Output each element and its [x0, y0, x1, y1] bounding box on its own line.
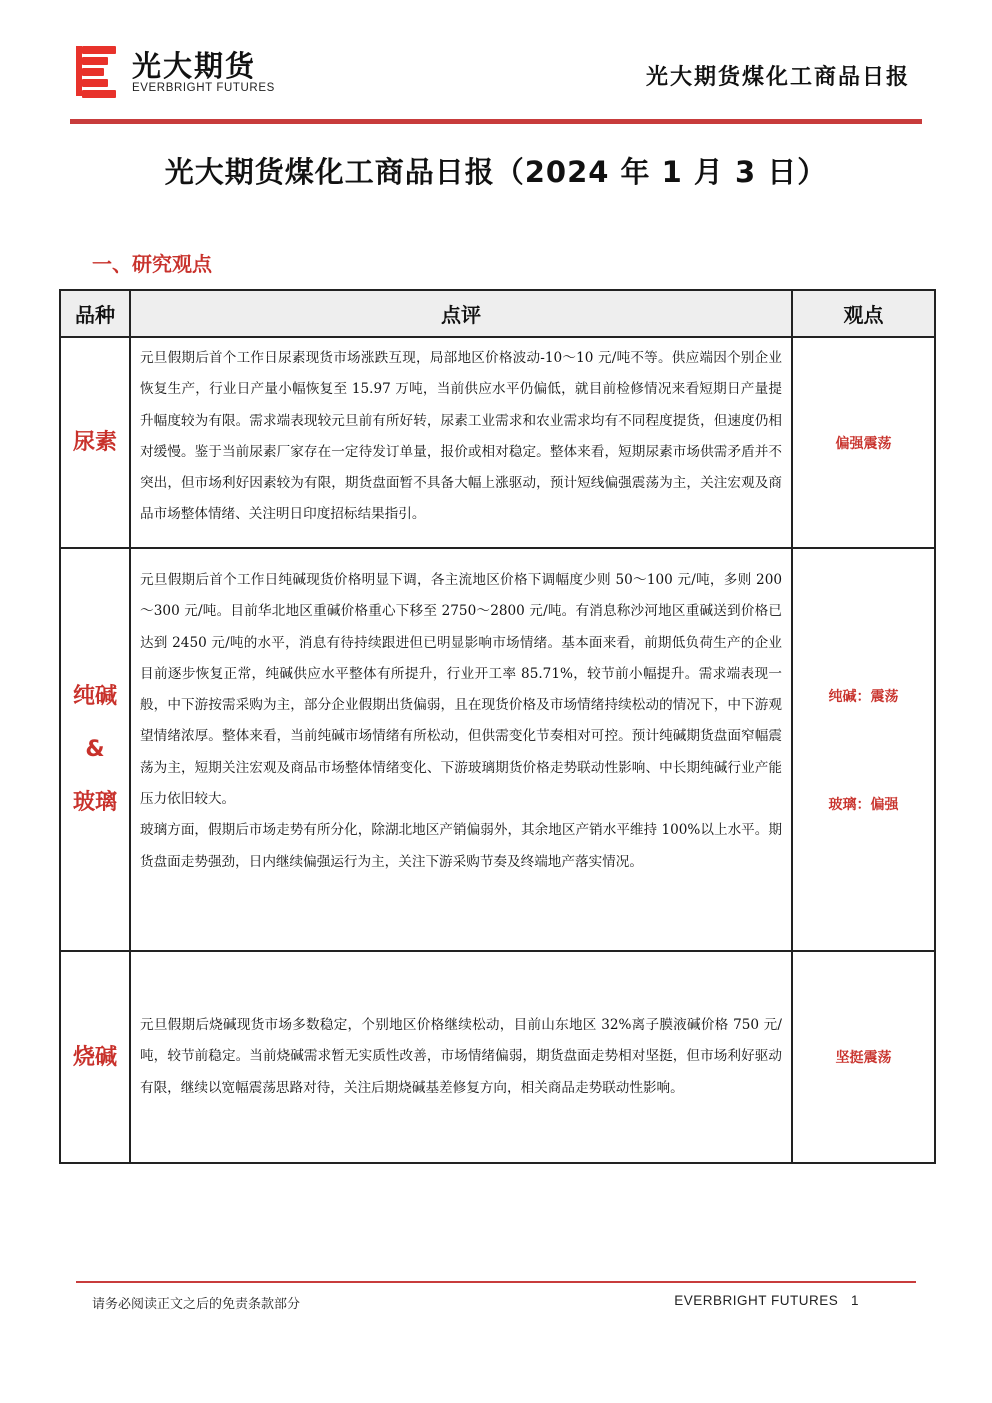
header-divider [70, 119, 922, 124]
section-heading: 一、研究观点 [92, 252, 212, 276]
comment-cell-caustic-soda [130, 951, 792, 1163]
page-number: 1 [850, 1293, 859, 1308]
footer-brand-page [674, 1293, 859, 1308]
comment-paragraph: 玻璃方面，假期后市场走势有所分化，除湖北地区产销偏弱外，其余地区产销水平维持 100%以上水平。期货盘面走势强劲，日内继续偏强运行为主，关注下游采购节奏及终端地产落实情况。 [140, 822, 782, 870]
research-view-table [59, 289, 936, 1164]
opinion-cell-soda-glass [792, 548, 935, 951]
footer-divider [76, 1281, 916, 1283]
company-logo [76, 44, 286, 100]
product-name: 玻璃 [72, 790, 117, 815]
header-product: 品种 [60, 290, 130, 337]
opinion-cell-caustic-soda [792, 951, 935, 1163]
product-name: 纯碱 [72, 684, 117, 709]
comment-cell-urea [130, 337, 792, 548]
header-comment: 点评 [130, 290, 792, 337]
header-opinion: 观点 [792, 290, 935, 337]
footer-disclaimer: 请务必阅读正文之后的免责条款部分 [92, 1297, 301, 1312]
product-name-connector: & [85, 737, 105, 762]
comment-paragraph: 元旦假期后首个工作日尿素现货市场涨跌互现，局部地区价格波动-10～10 元/吨不等。供应端因个别企业恢复生产，行业日产量小幅恢复至 15.97 万吨，当前供应水平仍偏低，就目前检修情况来看短期日产量提升幅度较为有限。需求端表现较元旦前有所好转，尿素工业需求和农业需求均有不同程度提货，但速度仍相对缓慢。鉴于当前尿素厂家存在一定待发订单量，报价或相对稳定。整体来看，短期尿素市场供需矛盾并不突出，但市场利好因素较为有限，期货盘面暂不具备大幅上涨驱动，预计短线偏强震荡为主，关注宏观及商品市场整体情绪、关注明日印度招标结果指引。 [140, 350, 782, 523]
product-name: 烧碱 [72, 1044, 117, 1070]
opinion-text: 坚挺震荡 [835, 1050, 892, 1066]
table-row-soda-glass [60, 548, 935, 951]
logo-text-en: EVERBRIGHT FUTURES [132, 82, 275, 94]
table-row-urea [60, 337, 935, 548]
product-cell-urea [60, 337, 130, 548]
opinion-text: 偏强震荡 [835, 435, 892, 452]
opinion-text: 纯碱：震荡 [828, 688, 899, 705]
logo-text-cn: 光大期货 [132, 49, 257, 83]
opinion-cell-urea [792, 337, 935, 548]
opinion-text: 玻璃：偏强 [828, 796, 899, 813]
product-cell-soda-glass [60, 548, 130, 951]
comment-paragraph: 元旦假期后首个工作日纯碱现货价格明显下调，各主流地区价格下调幅度少则 50～100 元/吨，多则 200～300 元/吨。目前华北地区重碱价格重心下移至 2750～2800 元/吨。有消息称沙河地区重碱送到价格已达到 2450 元/吨的水平，消息有待持续跟进但已明显影响市场情绪。基本面来看，前期低负荷生产的企业目前逐步恢复正常，纯碱供应水平整体有所提升，行业开工率 85.71%，较节前小幅提升。需求端表现一般，中下游按需采购为主，部分企业假期出货偏弱，且在现货价格及市场情绪持续松动的情况下，中下游观望情绪浓厚。整体来看，当前纯碱市场情绪有所松动，但供需变化节奏相对可控。预计纯碱期货盘面窄幅震荡为主，短期关注宏观及商品市场整体情绪变化、下游玻璃期货价格走势联动性影响、中长期纯碱行业产能压力依旧较大。 [140, 572, 782, 808]
logo-icon [76, 44, 120, 98]
header-report-name: 光大期货煤化工商品日报 [645, 65, 910, 90]
footer-brand: EVERBRIGHT FUTURES [674, 1293, 839, 1308]
product-cell-caustic-soda [60, 951, 130, 1163]
table-row-caustic-soda [60, 951, 935, 1163]
table-header-row [60, 290, 935, 337]
page-title: 光大期货煤化工商品日报（2024 年 1 月 3 日） [164, 155, 828, 189]
product-name: 尿素 [72, 430, 117, 455]
comment-cell-soda-glass [130, 548, 792, 951]
comment-paragraph: 元旦假期后烧碱现货市场多数稳定，个别地区价格继续松动，目前山东地区 32%离子膜液碱价格 750 元/吨，较节前稳定。当前烧碱需求暂无实质性改善，市场情绪偏弱，期货盘面走势相对坚挺，但市场利好驱动有限，继续以宽幅震荡思路对待，关注后期烧碱基差修复方向，相关商品走势联动性影响。 [140, 1017, 782, 1096]
